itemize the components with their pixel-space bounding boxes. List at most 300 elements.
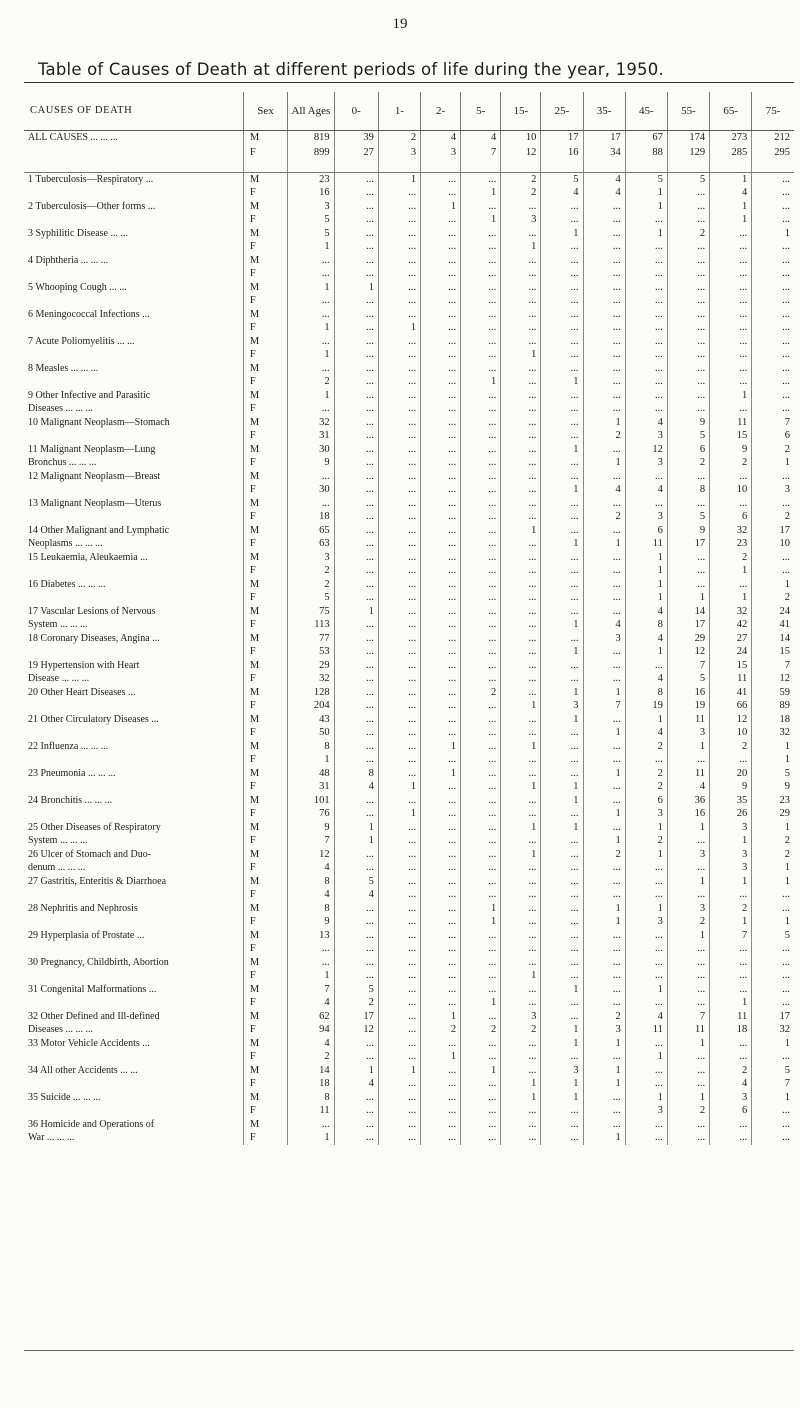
count-cell: ...	[583, 659, 625, 673]
cause-row	[24, 510, 794, 524]
count-cell: 1	[501, 699, 541, 713]
sex-cell: M	[243, 200, 287, 214]
count-cell: ...	[782, 200, 790, 212]
count-cell: ...	[461, 470, 501, 484]
count-cell: 12	[667, 645, 709, 659]
count-cell: ...	[583, 227, 625, 241]
count-cell: 3	[541, 699, 583, 713]
count-cell: ...	[378, 929, 420, 943]
count-cell: ...	[583, 1050, 625, 1064]
sex-cell: M	[243, 902, 287, 916]
cause-label: 8 Measles ... ... ...	[24, 362, 243, 376]
count-cell: ...	[501, 956, 541, 970]
count-cell: ...	[334, 227, 378, 241]
count-cell: 39	[334, 131, 378, 145]
count-cell: ...	[501, 456, 541, 470]
header-age-1: 1-	[378, 92, 420, 131]
count-cell: ...	[501, 875, 541, 889]
count-cell: 12	[288, 848, 334, 862]
sex-cell: M	[243, 524, 287, 538]
sex-cell: M	[243, 389, 287, 403]
count-cell: ...	[541, 1010, 583, 1024]
count-cell: ...	[501, 335, 541, 349]
count-cell: 4	[461, 131, 501, 145]
count-cell: ...	[583, 348, 625, 362]
count-cell: ...	[583, 996, 625, 1010]
count-cell: 5	[334, 875, 378, 889]
count-cell: ...	[625, 375, 667, 389]
count-cell: ...	[421, 443, 461, 457]
count-cell: 1	[625, 848, 667, 862]
count-cell: 59	[779, 686, 790, 698]
cause-row	[24, 456, 794, 470]
count-cell: ...	[501, 389, 541, 403]
count-cell: ...	[421, 807, 461, 821]
count-cell: ...	[541, 915, 583, 929]
count-cell: ...	[782, 470, 790, 482]
count-cell: ...	[710, 578, 752, 592]
count-cell: ...	[288, 497, 334, 511]
cause-row	[24, 956, 794, 970]
count-cell: 12	[625, 443, 667, 457]
count-cell: ...	[583, 956, 625, 970]
count-cell: ...	[421, 429, 461, 443]
count-cell: ...	[378, 618, 420, 632]
count-cell: ...	[421, 1064, 461, 1078]
count-cell: 1	[667, 875, 709, 889]
count-cell: ...	[541, 659, 583, 673]
count-cell: ...	[501, 1131, 541, 1145]
count-cell: ...	[583, 821, 625, 835]
cause-label: 34 All other Accidents ... ...	[24, 1064, 243, 1078]
count-cell: ...	[421, 645, 461, 659]
count-cell: ...	[461, 767, 501, 781]
count-cell: ...	[421, 726, 461, 740]
count-cell: 1	[625, 564, 667, 578]
sex-cell: M	[243, 172, 287, 186]
count-cell: 27	[710, 632, 752, 646]
count-cell: ...	[421, 456, 461, 470]
count-cell: 1	[288, 1131, 334, 1145]
count-cell: ...	[378, 375, 420, 389]
count-cell: ...	[625, 1077, 667, 1091]
sex-cell: F	[243, 537, 287, 551]
count-cell: ...	[461, 429, 501, 443]
count-cell: 2	[501, 186, 541, 200]
count-cell: 4	[421, 131, 461, 145]
count-cell: 1	[461, 915, 501, 929]
cause-label: 30 Pregnancy, Childbirth, Abortion	[24, 956, 243, 970]
cause-label	[24, 213, 243, 227]
cause-row	[24, 1010, 794, 1024]
count-cell: ...	[501, 308, 541, 322]
count-cell: ...	[541, 294, 583, 308]
count-cell: ...	[461, 1077, 501, 1091]
count-cell: 1	[625, 591, 667, 605]
count-cell: ...	[583, 267, 625, 281]
count-cell: 2	[334, 996, 378, 1010]
count-cell: 1	[541, 821, 583, 835]
count-cell: ...	[288, 470, 334, 484]
count-cell: 1	[541, 645, 583, 659]
count-cell: ...	[334, 632, 378, 646]
count-cell: ...	[461, 308, 501, 322]
sex-cell: F	[243, 1023, 287, 1037]
count-cell: 1	[541, 375, 583, 389]
cause-label: 32 Other Defined and Ill-defined	[24, 1010, 243, 1024]
count-cell: 4	[625, 672, 667, 686]
count-cell: 1	[625, 551, 667, 565]
count-cell: 11	[667, 767, 709, 781]
sex-cell: F	[243, 429, 287, 443]
cause-row	[24, 308, 794, 322]
count-cell: 8	[625, 686, 667, 700]
count-cell: 11	[710, 1010, 752, 1024]
sex-cell: M	[243, 605, 287, 619]
count-cell: 7	[784, 1078, 790, 1090]
count-cell: ...	[625, 497, 667, 511]
count-cell: ...	[334, 740, 378, 754]
count-cell: ...	[501, 254, 541, 268]
count-cell: 4	[583, 483, 625, 497]
count-cell: ...	[461, 524, 501, 538]
count-cell: ...	[501, 551, 541, 565]
count-cell: ...	[501, 281, 541, 295]
count-cell: ...	[501, 1037, 541, 1051]
count-cell: ...	[461, 564, 501, 578]
count-cell: 31	[288, 780, 334, 794]
sex-cell: F	[243, 645, 287, 659]
sex-cell: F	[243, 591, 287, 605]
count-cell: ...	[710, 1050, 752, 1064]
count-cell: ...	[378, 713, 420, 727]
count-cell: 10	[710, 483, 752, 497]
count-cell: ...	[667, 294, 709, 308]
count-cell: ...	[501, 807, 541, 821]
count-cell: ...	[378, 348, 420, 362]
count-cell: ...	[667, 969, 709, 983]
count-cell: ...	[421, 497, 461, 511]
count-cell: 1	[288, 240, 334, 254]
cause-row	[24, 807, 794, 821]
count-cell: ...	[378, 1023, 420, 1037]
count-cell: 24	[779, 605, 790, 617]
count-cell: ...	[782, 335, 790, 347]
count-cell: ...	[583, 240, 625, 254]
count-cell: ...	[501, 578, 541, 592]
cause-label	[24, 240, 243, 254]
count-cell: ...	[782, 1118, 790, 1130]
count-cell: 1	[583, 915, 625, 929]
count-cell: ...	[501, 1064, 541, 1078]
count-cell: ...	[541, 740, 583, 754]
count-cell: 1	[501, 524, 541, 538]
count-cell: 2	[583, 510, 625, 524]
count-cell: 1	[501, 348, 541, 362]
count-cell: 10	[710, 726, 752, 740]
count-cell: 5	[288, 227, 334, 241]
count-cell: ...	[501, 402, 541, 416]
count-cell: ...	[334, 726, 378, 740]
count-cell: ...	[583, 645, 625, 659]
count-cell: 32	[710, 524, 752, 538]
count-cell: ...	[583, 578, 625, 592]
count-cell: ...	[583, 389, 625, 403]
cause-label	[24, 807, 243, 821]
cause-row	[24, 902, 794, 916]
count-cell: ...	[334, 1037, 378, 1051]
count-cell: 1	[378, 807, 420, 821]
count-cell: 8	[288, 902, 334, 916]
cause-label: War ... ... ...	[24, 1131, 243, 1145]
count-cell: ...	[334, 699, 378, 713]
count-cell: 1	[710, 200, 752, 214]
count-cell: ...	[782, 268, 790, 280]
count-cell: ...	[541, 996, 583, 1010]
cause-label	[24, 564, 243, 578]
count-cell: ...	[541, 456, 583, 470]
count-cell: 1	[583, 1064, 625, 1078]
count-cell: ...	[421, 321, 461, 335]
count-cell: 6	[784, 430, 790, 442]
count-cell: ...	[710, 375, 752, 389]
count-cell: 1	[710, 875, 752, 889]
count-cell: 101	[288, 794, 334, 808]
count-cell: ...	[583, 929, 625, 943]
count-cell: 1	[541, 483, 583, 497]
count-cell: 1	[710, 834, 752, 848]
count-cell: 7	[710, 929, 752, 943]
count-cell: ...	[421, 362, 461, 376]
header-age-55: 55-	[667, 92, 709, 131]
count-cell: ...	[421, 888, 461, 902]
count-cell: ...	[501, 470, 541, 484]
cause-label: 22 Influenza ... ... ...	[24, 740, 243, 754]
count-cell: ...	[461, 416, 501, 430]
count-cell: ...	[461, 240, 501, 254]
count-cell: ...	[583, 564, 625, 578]
count-cell: ...	[583, 1091, 625, 1105]
count-cell: ...	[625, 888, 667, 902]
count-cell: 16	[541, 145, 583, 166]
count-cell: ...	[625, 969, 667, 983]
count-cell: ...	[288, 335, 334, 349]
count-cell: ...	[583, 591, 625, 605]
count-cell: 43	[288, 713, 334, 727]
count-cell: ...	[334, 672, 378, 686]
count-cell: ...	[710, 402, 752, 416]
count-cell: 8	[288, 875, 334, 889]
count-cell: 4	[541, 186, 583, 200]
count-cell: ...	[782, 295, 790, 307]
header-cause: CAUSES OF DEATH	[24, 92, 243, 131]
header-age-0: 0-	[334, 92, 378, 131]
count-cell: 1	[625, 1050, 667, 1064]
count-cell: ...	[334, 240, 378, 254]
count-cell: ...	[461, 672, 501, 686]
count-cell: 5	[288, 213, 334, 227]
count-cell: ...	[501, 645, 541, 659]
count-cell: 29	[779, 808, 790, 820]
count-cell: ...	[461, 659, 501, 673]
count-cell: ...	[288, 308, 334, 322]
cause-row	[24, 699, 794, 713]
cause-label: 19 Hypertension with Heart	[24, 659, 243, 673]
count-cell: 1	[541, 713, 583, 727]
count-cell: ...	[583, 294, 625, 308]
count-cell: 1	[625, 821, 667, 835]
count-cell: ...	[334, 172, 378, 186]
count-cell: ...	[378, 362, 420, 376]
count-cell: ...	[710, 956, 752, 970]
count-cell: 1	[710, 213, 752, 227]
count-cell: ...	[334, 537, 378, 551]
cause-row	[24, 929, 794, 943]
sex-cell: F	[243, 672, 287, 686]
cause-label	[24, 1050, 243, 1064]
count-cell: 6	[625, 524, 667, 538]
count-cell: 3	[625, 807, 667, 821]
count-cell: 1	[461, 996, 501, 1010]
count-cell: 1	[541, 1023, 583, 1037]
count-cell: ...	[667, 888, 709, 902]
cause-row	[24, 942, 794, 956]
count-cell: ...	[334, 254, 378, 268]
count-cell: ...	[501, 227, 541, 241]
count-cell: ...	[288, 362, 334, 376]
count-cell: ...	[334, 497, 378, 511]
count-cell: ...	[710, 254, 752, 268]
count-cell: 1	[625, 227, 667, 241]
count-cell: ...	[334, 416, 378, 430]
count-cell: ...	[501, 1118, 541, 1132]
count-cell: ...	[421, 929, 461, 943]
count-cell: 65	[288, 524, 334, 538]
count-cell: 3	[583, 1023, 625, 1037]
count-cell: 1	[625, 186, 667, 200]
sex-cell: M	[243, 956, 287, 970]
cause-label	[24, 726, 243, 740]
count-cell: 2	[461, 686, 501, 700]
sex-cell: F	[243, 996, 287, 1010]
count-cell: ...	[625, 254, 667, 268]
count-cell: ...	[541, 861, 583, 875]
cause-row	[24, 1050, 794, 1064]
count-cell: 10	[779, 538, 790, 550]
count-cell: ...	[625, 308, 667, 322]
count-cell: 4	[288, 861, 334, 875]
count-cell: 7	[583, 699, 625, 713]
count-cell: ...	[421, 578, 461, 592]
count-cell: ...	[710, 1118, 752, 1132]
cause-label: Diseases ... ... ...	[24, 402, 243, 416]
count-cell: ...	[625, 1118, 667, 1132]
count-cell: 23	[288, 172, 334, 186]
count-cell: ...	[501, 429, 541, 443]
sex-cell: M	[243, 1091, 287, 1105]
count-cell: 1	[461, 902, 501, 916]
cause-row	[24, 686, 794, 700]
count-cell: 5	[784, 929, 790, 941]
count-cell: ...	[421, 780, 461, 794]
count-cell: ...	[421, 335, 461, 349]
count-cell: 7	[667, 1010, 709, 1024]
count-cell: 5	[288, 591, 334, 605]
cause-row	[24, 240, 794, 254]
count-cell: ...	[501, 767, 541, 781]
count-cell: ...	[378, 308, 420, 322]
count-cell: ...	[334, 308, 378, 322]
count-cell: 1	[501, 848, 541, 862]
sex-cell: F	[243, 375, 287, 389]
cause-label: 11 Malignant Neoplasm—Lung	[24, 443, 243, 457]
count-cell: 1	[784, 740, 790, 752]
count-cell: ...	[378, 1010, 420, 1024]
count-cell: 1	[288, 969, 334, 983]
count-cell: ...	[541, 605, 583, 619]
cause-label: 12 Malignant Neoplasm—Breast	[24, 470, 243, 484]
cause-label	[24, 1077, 243, 1091]
count-cell: ...	[583, 740, 625, 754]
count-cell: ...	[461, 1118, 501, 1132]
count-cell: ...	[461, 780, 501, 794]
count-cell: ...	[583, 497, 625, 511]
count-cell: ...	[421, 281, 461, 295]
count-cell: ...	[782, 389, 790, 401]
count-cell: ...	[334, 848, 378, 862]
count-cell: ...	[501, 753, 541, 767]
count-cell: 27	[334, 145, 378, 166]
cause-row	[24, 659, 794, 673]
count-cell: 1	[541, 1091, 583, 1105]
count-cell: ...	[421, 186, 461, 200]
count-cell: ...	[334, 294, 378, 308]
count-cell: ...	[421, 794, 461, 808]
cause-label: 31 Congenital Malformations ...	[24, 983, 243, 997]
count-cell: 4	[583, 618, 625, 632]
count-cell: ...	[421, 254, 461, 268]
count-cell: ...	[378, 281, 420, 295]
sex-cell: F	[243, 618, 287, 632]
count-cell: ...	[782, 983, 790, 995]
count-cell: ...	[334, 213, 378, 227]
cause-row	[24, 578, 794, 592]
header-all-ages: All Ages	[288, 92, 334, 131]
cause-label: 21 Other Circulatory Diseases ...	[24, 713, 243, 727]
count-cell: 1	[378, 172, 420, 186]
count-cell: 13	[288, 929, 334, 943]
cause-label: 4 Diphtheria ... ... ...	[24, 254, 243, 268]
count-cell: ...	[782, 322, 790, 334]
count-cell: 2	[501, 1023, 541, 1037]
count-cell: ...	[541, 1118, 583, 1132]
count-cell: ...	[625, 956, 667, 970]
count-cell: ...	[667, 470, 709, 484]
count-cell: 3	[501, 1010, 541, 1024]
count-cell: ...	[378, 753, 420, 767]
count-cell: ...	[782, 1105, 790, 1117]
count-cell: ...	[667, 834, 709, 848]
count-cell: 4	[625, 726, 667, 740]
count-cell: ...	[378, 1077, 420, 1091]
count-cell: 2	[710, 902, 752, 916]
count-cell: 2	[667, 1104, 709, 1118]
count-cell: ...	[625, 240, 667, 254]
count-cell: ...	[501, 200, 541, 214]
count-cell: ...	[421, 1118, 461, 1132]
count-cell: ...	[378, 456, 420, 470]
count-cell: ...	[667, 497, 709, 511]
